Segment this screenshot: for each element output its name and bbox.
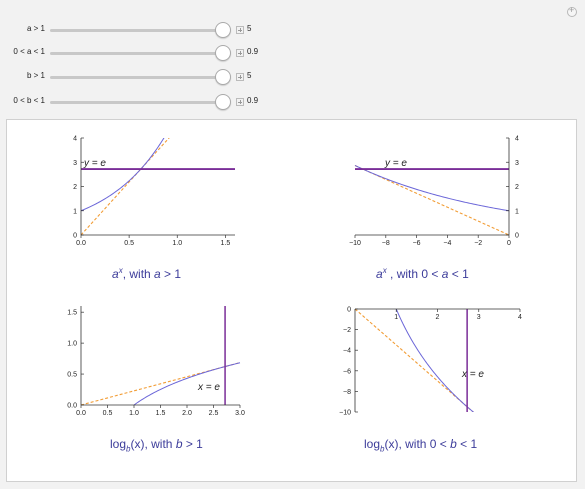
- y-tick-label: −8: [343, 388, 351, 396]
- x-tick-label: 1.5: [220, 240, 231, 247]
- x-tick-label: 1.5: [155, 410, 166, 417]
- x-tick-label: 0.0: [76, 410, 86, 417]
- x-tick-label: −8: [381, 240, 390, 247]
- caption-p1: $a^x$, with a > 1: [112, 266, 182, 281]
- slider-value: 5: [247, 71, 252, 80]
- y-tick-label: 0.0: [67, 402, 77, 410]
- y-tick-label: −10: [339, 409, 351, 417]
- x-tick-label: 0.5: [102, 410, 113, 417]
- function-curve: [395, 306, 479, 416]
- slider-value: 0.9: [247, 47, 259, 56]
- y-tick-label: 1.5: [67, 309, 77, 317]
- x-tick-label: −2: [474, 240, 483, 247]
- function-curve: [355, 165, 509, 210]
- y-tick-label: −4: [343, 347, 351, 355]
- x-tick-label: −6: [412, 240, 421, 247]
- y-tick-label: 1: [515, 208, 519, 216]
- x-tick-label: −10: [349, 240, 361, 247]
- x-tick-label: 0: [507, 240, 511, 247]
- line-annotation: y = e: [84, 158, 106, 169]
- x-tick-label: 2.5: [208, 410, 219, 417]
- plot-area: [355, 165, 509, 235]
- y-tick-label: −6: [343, 368, 351, 376]
- y-tick-label: 2: [515, 184, 519, 191]
- y-tick-label: −2: [343, 327, 351, 335]
- y-tick-label: 4: [515, 135, 519, 143]
- line-annotation: x = e: [462, 369, 484, 380]
- slider-label: 0 < a < 1: [13, 47, 45, 56]
- y-tick-label: 0.5: [67, 371, 77, 379]
- x-tick-label: 3.0: [235, 410, 245, 417]
- slider-label: a > 1: [26, 24, 45, 33]
- slider-value: 5: [247, 24, 252, 33]
- slider-label: 0 < b < 1: [13, 96, 45, 105]
- line-annotation: y = e: [385, 158, 407, 169]
- tangent-line: [81, 65, 235, 235]
- y-tick-label: 1: [73, 208, 77, 216]
- x-tick-label: 1: [394, 314, 399, 321]
- y-tick-label: 0: [515, 232, 519, 240]
- y-tick-label: 1.0: [67, 340, 77, 348]
- x-tick-label: 0.0: [76, 240, 86, 247]
- y-tick-label: 3: [73, 159, 77, 167]
- plot-area: [355, 306, 479, 417]
- x-tick-label: 3: [476, 314, 481, 321]
- line-annotation: x = e: [198, 382, 220, 393]
- caption-p2: $a^x$ , with 0 < a < 1: [376, 266, 469, 281]
- x-tick-label: 0.5: [124, 240, 134, 247]
- x-tick-label: 1.0: [172, 240, 183, 247]
- caption-p4: $\log_b(x)$, with 0 < b < 1: [364, 437, 478, 454]
- x-tick-label: 1.0: [129, 410, 139, 417]
- y-tick-label: 2: [73, 184, 77, 191]
- caption-p3: $\log_b(x)$, with b > 1: [110, 437, 203, 454]
- x-tick-label: −4: [443, 240, 452, 247]
- x-tick-label: 2.0: [182, 410, 192, 417]
- x-tick-label: 4: [518, 314, 522, 321]
- x-tick-label: 2: [435, 314, 440, 321]
- function-curve: [134, 363, 240, 405]
- slider-value: 0.9: [247, 96, 259, 105]
- function-curve: [81, 0, 235, 211]
- y-tick-label: 4: [73, 135, 77, 143]
- y-tick-label: 0: [73, 232, 77, 240]
- slider-label: b > 1: [26, 71, 45, 80]
- y-tick-label: 3: [515, 159, 519, 167]
- plot-area: [81, 0, 235, 235]
- y-tick-label: 0: [347, 306, 351, 314]
